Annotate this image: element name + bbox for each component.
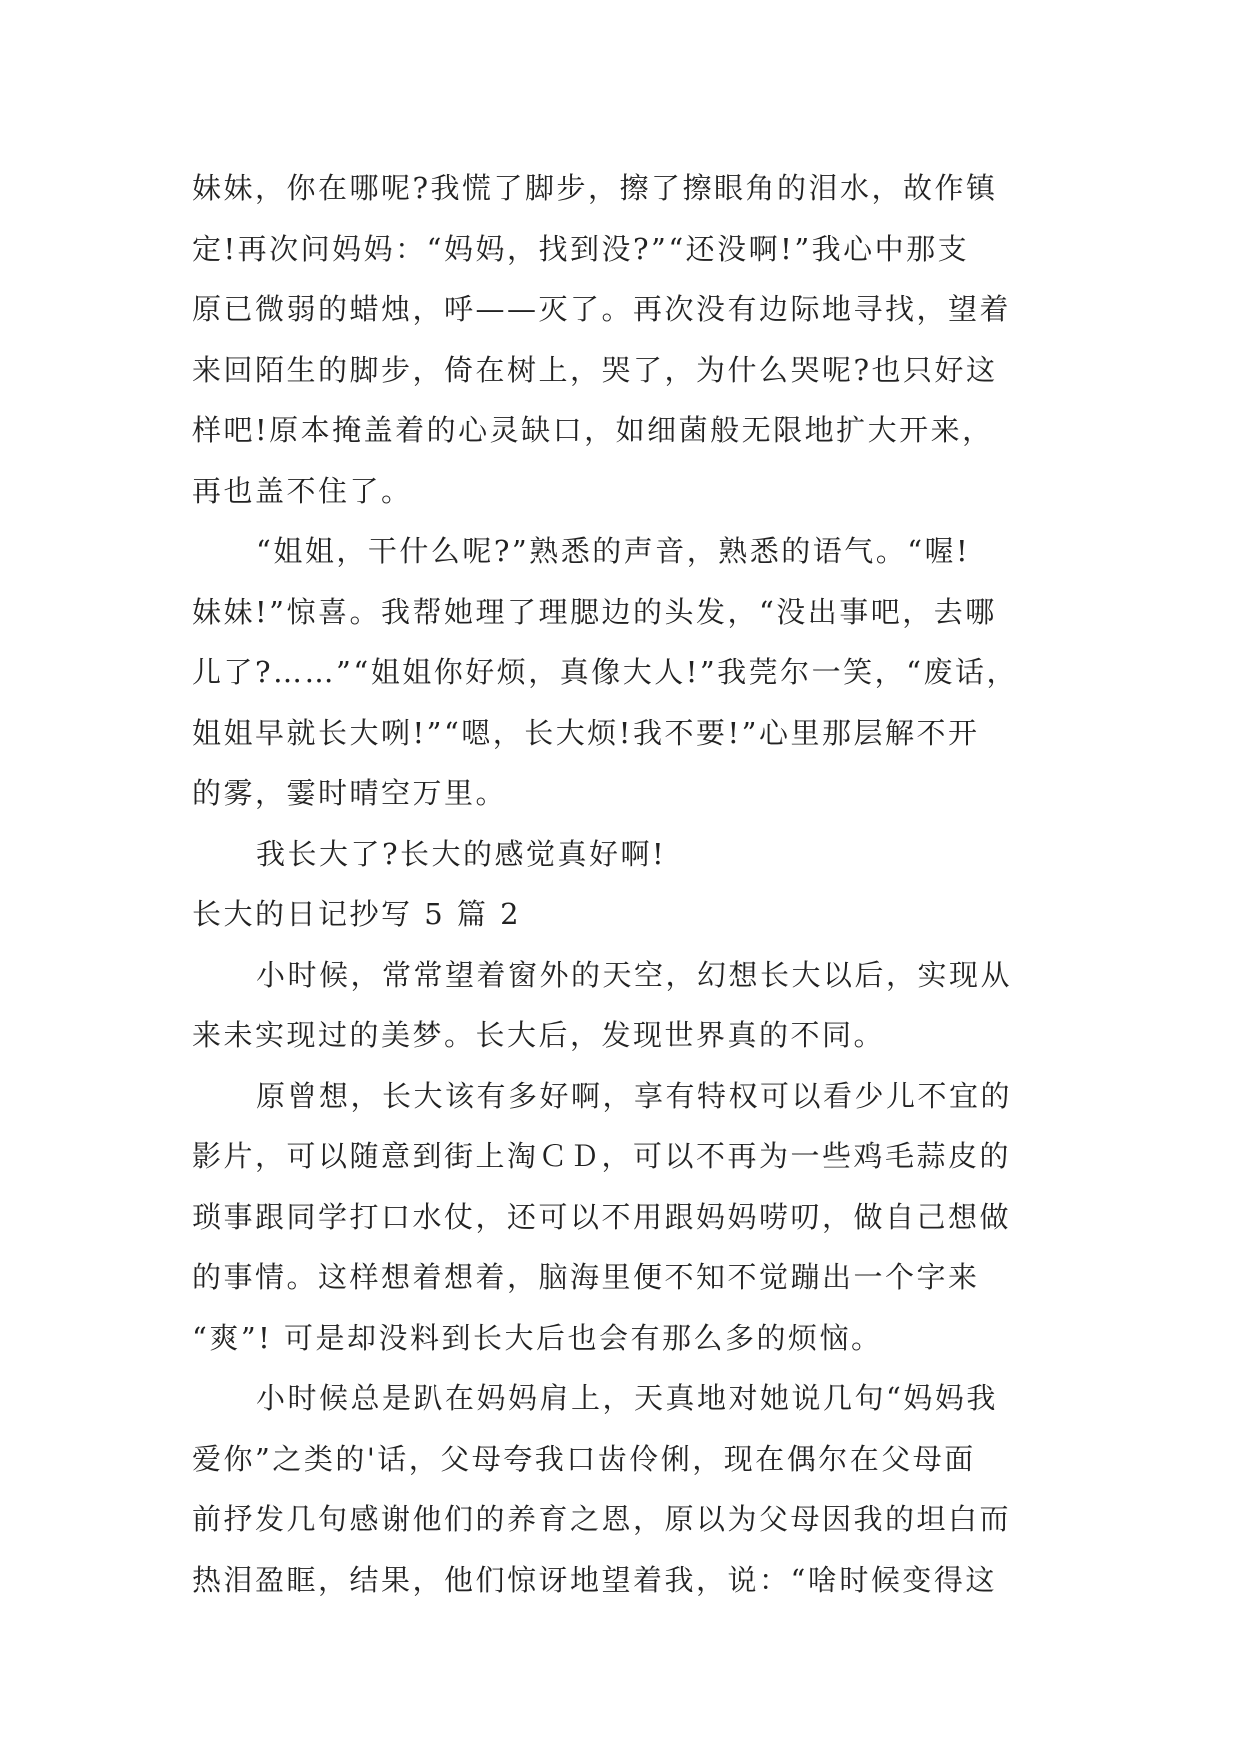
text-line: 琐事跟同学打口水仗，还可以不用跟妈妈唠叨，做自己想做 — [192, 1199, 1012, 1234]
text-line: 小时候总是趴在妈妈肩上，天真地对她说几句“妈妈我 — [256, 1381, 998, 1415]
text-line: 前抒发几句感谢他们的养育之恩，原以为父母因我的坦白而 — [192, 1502, 1012, 1536]
text-line: 的事情。这样想着想着，脑海里便不知不觉蹦出一个字来 — [192, 1260, 980, 1294]
text-line: 再也盖不住了。 — [192, 473, 413, 508]
text-line: 热泪盈眶，结果，他们惊讶地望着我，说：“啥时候变得这 — [192, 1562, 997, 1597]
text-line: 的雾，霎时晴空万里。 — [192, 776, 508, 810]
text-line: 爱你”之类的'话，父母夸我口齿伶俐，现在偶尔在父母面 — [192, 1441, 976, 1476]
text-line: 样吧!原本掩盖着的心灵缺口，如细菌般无限地扩大开来， — [192, 413, 994, 447]
text-line: 影片，可以随意到街上淘ＣＤ，可以不再为一些鸡毛蒜皮的 — [192, 1139, 1012, 1173]
text-line: 定!再次问妈妈：“妈妈，找到没?”“还没啊!”我心中那支 — [192, 231, 970, 266]
text-line: 儿了?……”“姐姐你好烦，真像大人!”我莞尔一笑，“废话， — [192, 655, 1019, 689]
text-line: 来回陌生的脚步，倚在树上，哭了，为什么哭呢?也只好这 — [192, 352, 998, 387]
text-line: 我长大了?长大的感觉真好啊! — [256, 836, 667, 871]
text-line: 妹妹!”惊喜。我帮她理了理腮边的头发，“没出事吧，去哪 — [192, 594, 997, 629]
text-line: 来未实现过的美梦。长大后，发现世界真的不同。 — [192, 1018, 886, 1052]
text-line: 姐姐早就长大咧!”“嗯，长大烦!我不要!”心里那层解不开 — [192, 715, 980, 750]
text-line: “爽”! 可是却没料到长大后也会有那么多的烦恼。 — [192, 1320, 883, 1355]
text-line: 妹妹，你在哪呢?我慌了脚步，擦了擦眼角的泪水，故作镇 — [192, 171, 998, 205]
document-body — [192, 158, 1052, 1610]
text-line: 原已微弱的蜡烛，呼——灭了。再次没有边际地寻找，望着 — [192, 292, 1012, 326]
text-line: 长大的日记抄写 5 篇 2 — [192, 897, 522, 931]
text-line: “姐姐，干什么呢?”熟悉的声音，熟悉的语气。“喔! — [256, 534, 971, 568]
text-line: 原曾想，长大该有多好啊，享有特权可以看少儿不宜的 — [256, 1078, 1013, 1113]
text-line: 小时候，常常望着窗外的天空，幻想长大以后，实现从 — [256, 957, 1013, 992]
